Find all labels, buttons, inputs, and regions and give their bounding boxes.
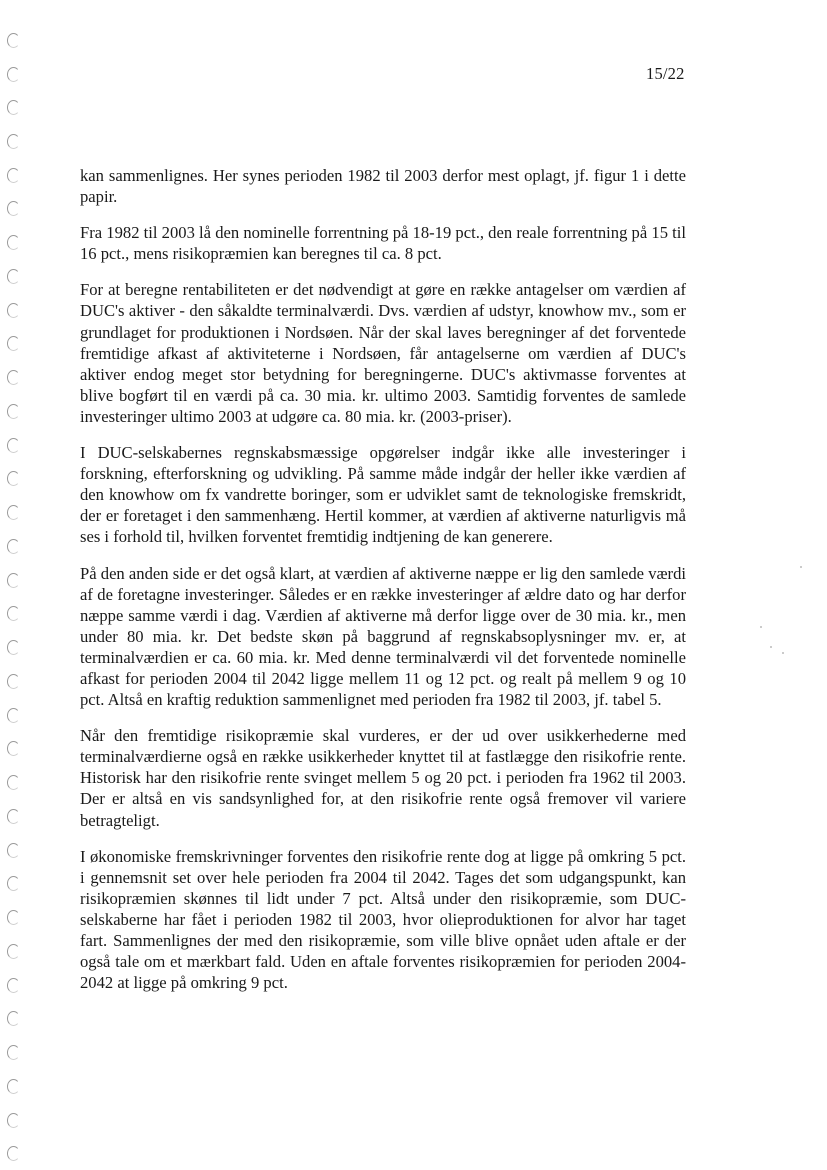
binder-hole bbox=[7, 910, 20, 925]
binder-hole bbox=[7, 505, 20, 520]
binder-hole bbox=[7, 336, 20, 351]
binder-hole bbox=[7, 741, 20, 756]
binder-hole bbox=[7, 235, 20, 250]
binder-hole bbox=[7, 168, 20, 183]
paragraph: Når den fremtidige risikopræmie skal vurderes, er der ud over usikkerhederne med terminalværdierne også en række usikkerheder knyttet til at fastlægge den risikofrie rente. Historisk har den risikofrie rente svinget mellem 5 og 20 pct. i perioden fra 1962 til 2003. Der er altså en vis sandsynlighed for, at den risikofrie rente også fremover vil variere betragteligt. bbox=[80, 726, 686, 830]
binder-hole bbox=[7, 67, 20, 82]
paragraph: For at beregne rentabiliteten er det nødvendigt at gøre en række antagelser om værdien af DUC's aktiver - den såkaldte terminalværdi. Dvs. værdien af udstyr, knowhow mv., som er grundlaget for produktionen i Nordsøen. Når der skal laves beregninger af det forventede fremtidige afkast af aktiviteterne i Nordsøen, får antagelserne om værdien af DUC's aktiver endog meget stor betydning for beregningerne. DUC's aktivmasse forventes at blive bogført til en værdi på ca. 30 mia. kr. ultimo 2003. Samtidig forventes de samlede investeringer ultimo 2003 at udgøre ca. 80 mia. kr. (2003-priser). bbox=[80, 280, 686, 426]
binder-hole bbox=[7, 876, 20, 891]
binder-hole bbox=[7, 269, 20, 284]
binder-hole bbox=[7, 539, 20, 554]
binder-hole bbox=[7, 134, 20, 149]
paragraph: kan sammenlignes. Her synes perioden 1982 til 2003 derfor mest oplagt, jf. figur 1 i dette papir. bbox=[80, 166, 686, 207]
binder-hole bbox=[7, 573, 20, 588]
binder-hole bbox=[7, 100, 20, 115]
scan-speck bbox=[770, 646, 772, 648]
scan-speck bbox=[782, 652, 784, 654]
binder-hole bbox=[7, 1011, 20, 1026]
paragraph: I DUC-selskabernes regnskabsmæssige opgørelser indgår ikke alle investeringer i forskning, efterforskning og udvikling. På samme måde indgår der heller ikke værdien af den knowhow om fx vandrette boringer, som er udviklet samt de teknologiske fremskridt, der er foretaget i den sammenhæng. Hertil kommer, at værdien af aktiverne naturligvis må ses i forhold til, hvilken forventet fremtidig indtjening de kan generere. bbox=[80, 443, 686, 547]
binder-hole bbox=[7, 978, 20, 993]
binder-hole bbox=[7, 370, 20, 385]
binder-hole bbox=[7, 843, 20, 858]
binder-holes bbox=[0, 0, 40, 1170]
paragraph: På den anden side er det også klart, at værdien af aktiverne næppe er lig den samlede værdi af de foretagne investeringer. Således er en række investeringer af ældre dato og har derfor næppe samme værdi i dag. Værdien af aktiverne må derfor ligge over de 30 mia. kr., men under 80 mia. kr. Det bedste skøn på baggrund af regnskabsoplysninger mv. er, at terminalværdien er ca. 60 mia. kr. Med denne terminalværdi vil det forventede nominelle afkast for perioden 2004 til 2042 ligge mellem 11 og 12 pct. og realt på mellem 9 og 10 pct. Altså en kraftig reduktion sammenlignet med perioden fra 1982 til 2003, jf. tabel 5. bbox=[80, 563, 686, 710]
scan-speck bbox=[800, 566, 802, 568]
paragraph: Fra 1982 til 2003 lå den nominelle forrentning på 18-19 pct., den reale forrentning på 15 til 16 pct., mens risikopræmien kan beregnes til ca. 8 pct. bbox=[80, 223, 686, 264]
binder-hole bbox=[7, 404, 20, 419]
body-text bbox=[80, 165, 686, 1008]
binder-hole bbox=[7, 606, 20, 621]
binder-hole bbox=[7, 201, 20, 216]
scan-speck bbox=[760, 626, 762, 628]
binder-hole bbox=[7, 944, 20, 959]
binder-hole bbox=[7, 1113, 20, 1128]
binder-hole bbox=[7, 708, 20, 723]
binder-hole bbox=[7, 1079, 20, 1094]
binder-hole bbox=[7, 809, 20, 824]
paragraph: I økonomiske fremskrivninger forventes den risikofrie rente dog at ligge på omkring 5 pct. i gennemsnit set over hele perioden fra 2004 til 2042. Tages det som udgangspunkt, kan risikopræmien skønnes til lidt under 7 pct. Altså under den risikopræmie, som DUC-selskaberne har fået i perioden 1982 til 2003, hvor olieproduktionen for alvor har taget fart. Sammenlignes der med den risikopræmie, som ville blive opnået uden aftale er der også tale om et mærkbart fald. Uden en aftale forventes risikopræmien for perioden 2004-2042 at ligge på omkring 9 pct. bbox=[80, 846, 686, 993]
binder-hole bbox=[7, 674, 20, 689]
binder-hole bbox=[7, 640, 20, 655]
binder-hole bbox=[7, 1045, 20, 1060]
binder-hole bbox=[7, 33, 20, 48]
binder-hole bbox=[7, 303, 20, 318]
binder-hole bbox=[7, 775, 20, 790]
binder-hole bbox=[7, 438, 20, 453]
binder-hole bbox=[7, 1146, 20, 1161]
binder-hole bbox=[7, 471, 20, 486]
page-number: 15/22 bbox=[646, 64, 685, 83]
